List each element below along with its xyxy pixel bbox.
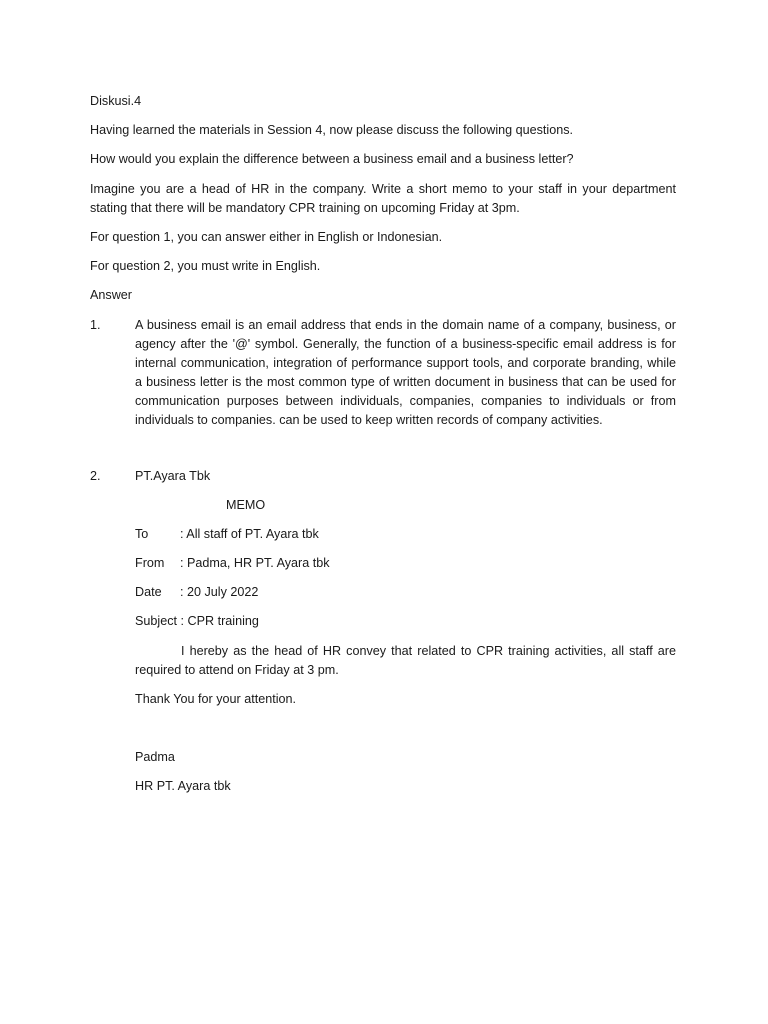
memo-from-value: : Padma, HR PT. Ayara tbk <box>180 556 330 570</box>
note-question-1: For question 1, you can answer either in English or Indonesian. <box>90 230 443 244</box>
document-title: Diskusi.4 <box>90 94 142 108</box>
memo-from-row <box>135 554 330 573</box>
answer-label: Answer <box>90 288 132 302</box>
question-2: Imagine you are a head of HR in the company. Write a short memo to your staff in your department stating that there will be mandatory CPR training on upcoming Friday at 3pm. <box>90 182 676 215</box>
memo-subject-label: Subject <box>135 614 178 628</box>
memo-date-row <box>135 583 258 602</box>
question-1: How would you explain the difference between a business email and a business letter? <box>90 152 574 166</box>
answer-1-number: 1. <box>90 318 101 332</box>
memo-body: I hereby as the head of HR convey that related to CPR training activities, all staff are required to attend on Friday at 3 pm. <box>135 644 676 677</box>
memo-date-value: : 20 July 2022 <box>180 585 259 599</box>
answer-2-number: 2. <box>90 469 101 483</box>
memo-signature-title: HR PT. Ayara tbk <box>135 779 231 793</box>
memo-subject-row <box>135 612 259 631</box>
memo-heading: MEMO <box>226 498 266 512</box>
memo-company: PT.Ayara Tbk <box>135 469 211 483</box>
memo-signature-name: Padma <box>135 750 175 764</box>
memo-date-label: Date <box>135 585 162 599</box>
memo-subject-value: : CPR training <box>180 614 259 628</box>
note-question-2: For question 2, you must write in English. <box>90 259 321 273</box>
answer-1-text: A business email is an email address that ends in the domain name of a company, business, or agency after the '@' symbol. Generally, the function of a business-specific email address is for internal communication, integration of performance support tools, and corporate branding, while a business letter is the most common type of written document in business that can be used for communication purposes between individuals, companies, companies to individuals or from individuals to companies. can be used to keep written records of company activities. <box>135 318 676 427</box>
memo-to-label: To <box>135 527 149 541</box>
memo-to-row <box>135 525 319 544</box>
memo-closing: Thank You for your attention. <box>135 692 297 706</box>
intro-text: Having learned the materials in Session 4, now please discuss the following questions. <box>90 123 574 137</box>
memo-from-label: From <box>135 556 165 570</box>
memo-to-value: : All staff of PT. Ayara tbk <box>180 527 319 541</box>
